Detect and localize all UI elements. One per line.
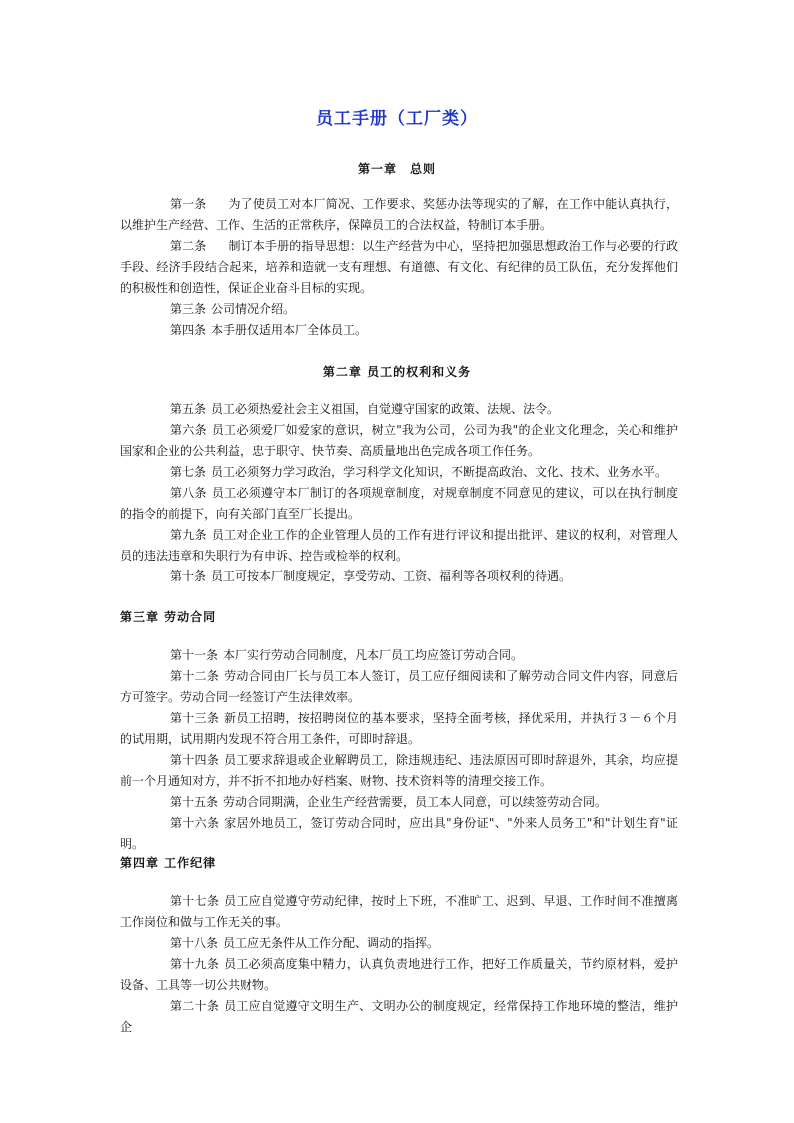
article-text: 员工可按本厂制度规定，享受劳动、工资、福利等各项权利的待遇。	[211, 569, 572, 583]
article-text: 本厂实行劳动合同制度，凡本厂员工均应签订劳动合同。	[223, 648, 524, 662]
article-18	[120, 933, 678, 954]
article-text: 员工应自觉遵守文明生产、文明办公的制度规定，经常保持工作地环境的整洁，维护企	[120, 999, 678, 1034]
article-number: 第七条	[170, 465, 207, 479]
article-text: 劳动合同由厂长与员工本人签订，员工应仔细阅读和了解劳动合同文件内容，同意后方可签字。劳动合同一经签订产生法律效率。	[120, 669, 678, 704]
article-text: 员工必须努力学习政治，学习科学文化知识，不断提高政治、文化、技术、业务水平。	[211, 465, 668, 479]
article-number: 第十五条	[170, 795, 219, 809]
article-number: 第十六条	[170, 816, 220, 830]
article-8	[120, 483, 678, 525]
article-text: 为了使员工对本厂简况、工作要求、奖惩办法等现实的了解，在工作中能认真执行，以维护生产经营、工作、生活的正常秩序，保障员工的合法权益，特制订本手册。	[120, 197, 678, 232]
article-text: 员工对企业工作的企业管理人员的工作有进行评议和提出批评、建议的权利，对管理人员的违法违章和失职行为有申诉、控告或检举的权利。	[120, 528, 678, 563]
article-number: 第十八条	[170, 936, 219, 950]
article-number: 第十二条	[170, 669, 220, 683]
article-text: 新员工招聘，按招聘岗位的基本要求，坚持全面考核，择优采用，并执行３－６个月的试用期，试用期内发现不符合用工条件，可即时辞退。	[120, 711, 678, 746]
article-number: 第五条	[170, 402, 207, 416]
chapter-2-heading: 第二章 员工的权利和义务	[322, 365, 472, 379]
article-14	[120, 750, 678, 792]
article-text: 公司情况介绍。	[211, 302, 296, 316]
article-text: 家居外地员工，签订劳动合同时，应出具"身份证"、"外来人员务工"和"计划生育"证明。	[120, 816, 678, 851]
article-10	[120, 566, 678, 587]
article-text: 员工必须高度集中精力，认真负责地进行工作，把好工作质量关，节约原材料，爱护设备、工具等一切公共财物。	[120, 957, 678, 992]
article-9	[120, 525, 678, 567]
article-text: 员工应自觉遵守劳动纪律，按时上下班，不准旷工、迟到、早退、工作时间不准擅离工作岗位和做与工作无关的事。	[120, 894, 678, 929]
article-text: 制订本手册的指导思想：以生产经营为中心，坚持把加强思想政治工作与必要的行政手段、经济手段结合起来，培养和造就一支有理想、有道德、有文化、有纪律的员工队伍，充分发挥他们的积极性和创造性，保证企业奋斗目标的实现。	[120, 239, 678, 295]
article-text: 劳动合同期满，企业生产经营需要，员工本人同意，可以续签劳动合同。	[223, 795, 608, 809]
article-17	[120, 891, 678, 933]
article-2	[120, 236, 678, 299]
article-11	[120, 645, 678, 666]
article-number: 第三条	[170, 302, 207, 316]
article-number: 第九条	[170, 528, 207, 542]
article-number: 第十七条	[170, 894, 220, 908]
article-number: 第十三条	[170, 711, 220, 725]
article-20	[120, 996, 678, 1038]
article-number: 第十四条	[170, 753, 220, 767]
article-3	[120, 299, 678, 320]
article-text: 员工要求辞退或企业解聘员工，除违规违纪、违法原因可即时辞退外，其余，均应提前一个月通知对方，并不折不扣地办好档案、财物、技术资料等的清理交接工作。	[120, 753, 678, 788]
article-5	[120, 399, 678, 420]
article-4	[120, 320, 678, 341]
article-19	[120, 954, 678, 996]
article-13	[120, 708, 678, 750]
article-number: 第十九条	[170, 957, 220, 971]
chapter-3-heading: 第三章 劳动合同	[120, 610, 217, 624]
article-number: 第六条	[170, 423, 207, 437]
article-number: 第二十条	[170, 999, 220, 1013]
article-number: 第十条	[170, 569, 207, 583]
article-text: 员工必须爱厂如爱家的意识，树立"我为公司，公司为我"的企业文化理念，关心和维护国家和企业的公共利益，忠于职守、快节奏、高质量地出色完成各项工作任务。	[120, 423, 678, 458]
article-text: 本手册仅适用本厂全体员工。	[211, 323, 368, 337]
article-number: 第八条	[170, 486, 207, 500]
chapter-1-heading: 第一章 总则	[357, 162, 436, 176]
article-number: 第四条	[170, 323, 207, 337]
article-7	[120, 462, 678, 483]
article-text: 员工应无条件从工作分配、调动的指挥。	[223, 936, 440, 950]
article-1	[120, 194, 678, 236]
chapter-4-heading: 第四章 工作纪律	[120, 856, 217, 870]
document-title: 员工手册（工厂类）	[316, 109, 478, 129]
article-number: 第二条	[170, 239, 207, 253]
article-number: 第十一条	[170, 648, 219, 662]
article-text: 员工必须热爱社会主义祖国，自觉遵守国家的政策、法规、法令。	[211, 402, 560, 416]
article-12	[120, 666, 678, 708]
article-number: 第一条	[170, 197, 207, 211]
article-15	[120, 792, 678, 813]
article-text: 员工必须遵守本厂制订的各项规章制度，对规章制度不同意见的建议，可以在执行制度的指令的前提下，向有关部门直至厂长提出。	[120, 486, 678, 521]
article-6	[120, 420, 678, 462]
article-16	[120, 813, 678, 855]
